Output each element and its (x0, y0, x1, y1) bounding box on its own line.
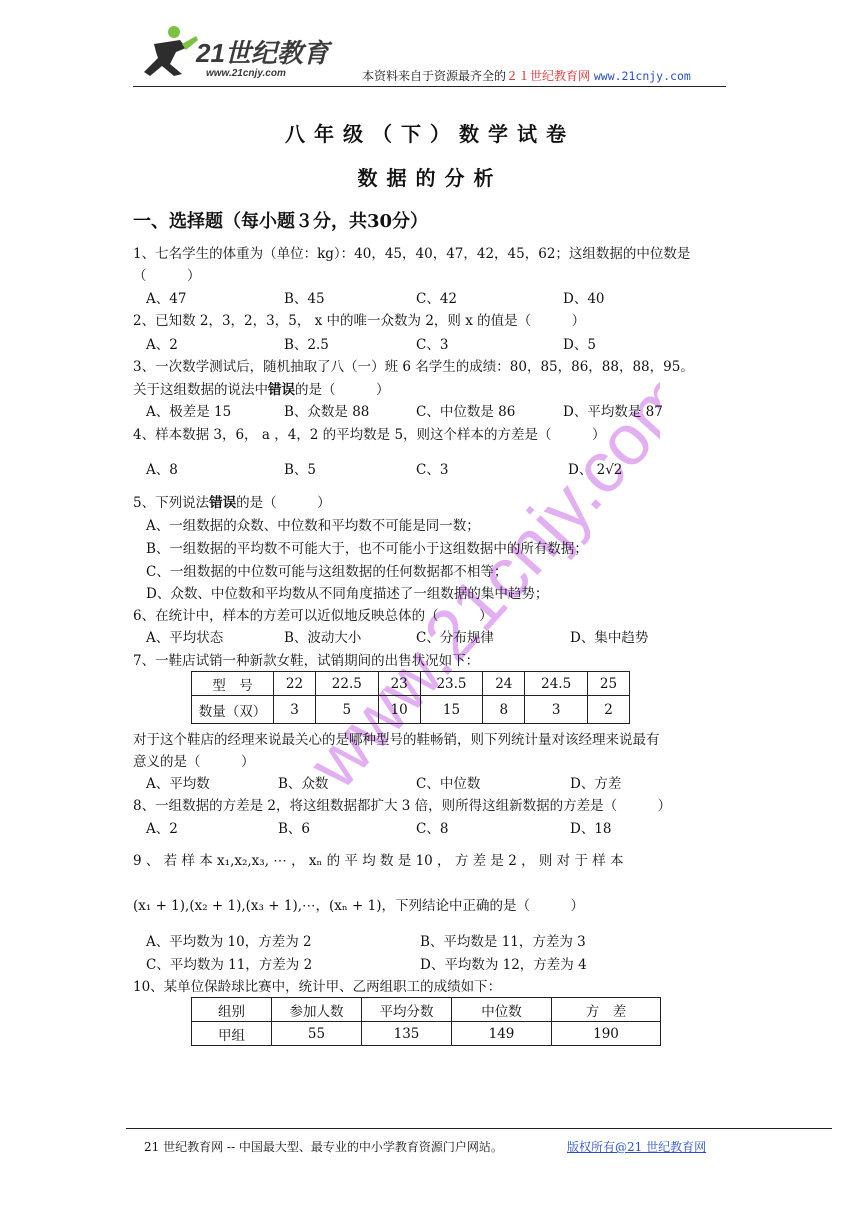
q10-score-table (191, 997, 661, 1046)
table-cell: 15 (420, 696, 483, 724)
table-cell: 55 (272, 1022, 362, 1046)
table-row (192, 1022, 661, 1046)
page-subtitle: 数据的分析 (357, 166, 503, 190)
q6-option-b: B、波动大小 (284, 630, 362, 646)
q1-option-a: A、47 (146, 291, 187, 307)
q6-option-c: C、分布规律 (416, 630, 494, 646)
q9-stem-cont: (x₁ + 1),(x₂ + 1),(x₃ + 1),⋯，(xₙ + 1)，下列结论中正确的是（ ） (133, 898, 584, 914)
q5-option-a: A、一组数据的众数、中位数和平均数不可能是同一数； (146, 518, 480, 534)
q1-stem: 1、七名学生的体重为（单位：kg）：40，45，40，47，42，45，62；这组数据的中位数是 (133, 246, 691, 262)
q3-option-c: C、中位数是 86 (416, 404, 516, 420)
q5-option-c: C、一组数据的中位数可能与这组数据的任何数据都不相等； (146, 564, 508, 580)
q4-stem: 4、样本数据 3，6， a ，4，2 的平均数是 5，则这个样本的方差是（ ） (133, 427, 606, 443)
q3-option-a: A、极差是 15 (146, 404, 232, 420)
table-cell: 24 (483, 672, 525, 696)
q9-option-c: C、平均数为 11，方差为 2 (146, 957, 313, 973)
footer-divider (126, 1128, 832, 1129)
q3-option-b: B、众数是 88 (284, 404, 370, 420)
q7-option-d: D、方差 (570, 776, 622, 792)
q7-option-c: C、中位数 (416, 776, 481, 792)
table-cell: 平均分数 (362, 998, 452, 1022)
table-cell: 5 (316, 696, 379, 724)
header-note-url[interactable]: www.21cnjy.com (593, 69, 691, 83)
q3-stem-emphasis: 错误 (268, 382, 295, 398)
logo-text: 21世纪教育 (196, 38, 329, 68)
q1-option-b: B、45 (284, 291, 325, 307)
section-heading: 一、选择题（每小题３分，共30分） (133, 211, 429, 232)
table-cell: 甲组 (192, 1022, 272, 1046)
table-row (192, 696, 630, 724)
q3-stem: 3、一次数学测试后，随机抽取了八（一）班 6 名学生的成绩：80，85，86，88，88，95。 (133, 359, 694, 375)
table-cell: 组别 (192, 998, 272, 1022)
table-cell: 22 (274, 672, 316, 696)
q3-stem-post: 的是（ ） (295, 382, 390, 398)
watermark-text: www.21cnjy.com (293, 360, 660, 804)
q4-option-d: D、 2√2 (568, 462, 623, 478)
q8-stem: 8、一组数据的方差是 2，将这组数据都扩大 3 倍，则所得这组新数据的方差是（ ） (133, 798, 672, 814)
table-cell: 中位数 (452, 998, 552, 1022)
q9-stem: 9 、 若 样 本 x₁,x₂,x₃, ⋯ ， xₙ 的 平 均 数 是 10 ， 方 差 是 2 ， 则 对 于 样 本 (133, 853, 624, 869)
q2-option-d: D、5 (563, 337, 596, 353)
q7-stem-cont: 对于这个鞋店的经理来说最关心的是哪种型号的鞋畅销，则下列统计量对该经理来说最有 (133, 732, 660, 748)
q4-option-c: C、3 (416, 462, 449, 478)
q5-stem-pre: 5、下列说法 (133, 495, 210, 511)
q10-stem: 10、某单位保龄球比赛中，统计甲、乙两组职工的成绩如下： (133, 979, 502, 995)
q2-option-a: A、2 (146, 337, 178, 353)
table-cell: 参加人数 (272, 998, 362, 1022)
q6-option-d: D、集中趋势 (570, 630, 649, 646)
q2-option-b: B、2.5 (284, 337, 329, 353)
q5-stem-emphasis: 错误 (209, 495, 237, 511)
q8-option-d: D、18 (570, 821, 612, 837)
q8-option-a: A、2 (146, 821, 178, 837)
table-row (192, 998, 661, 1022)
q4-option-b: B、5 (284, 462, 317, 478)
table-cell: 3 (274, 696, 316, 724)
q7-stem: 7、一鞋店试销一种新款女鞋，试销期间的出售状况如下： (133, 653, 480, 669)
table-cell: 23.5 (420, 672, 483, 696)
q3-stem-cont (133, 380, 390, 400)
table-cell: 3 (525, 696, 588, 724)
table-cell: 24.5 (525, 672, 588, 696)
q9-option-a: A、平均数为 10，方差为 2 (146, 934, 312, 950)
q3-option-d: D、平均数是 87 (563, 404, 663, 420)
header-note-prefix: 本资料来自于资源最齐全的 (362, 69, 507, 83)
page-title: 八年级（下）数学试卷 (285, 122, 575, 146)
table-cell: 135 (362, 1022, 452, 1046)
q6-option-a: A、平均状态 (146, 630, 224, 646)
q4-option-a: A、8 (146, 462, 178, 478)
q5-stem-post: 的是（ ） (236, 495, 331, 511)
q7-option-b: B、众数 (278, 776, 329, 792)
q7-blank: 意义的是（ ） (133, 754, 255, 770)
q1-blank: （ ） (133, 268, 201, 284)
footer-copyright-link[interactable]: 版权所有@21 世纪教育网 (567, 1140, 707, 1154)
q2-option-c: C、3 (416, 337, 449, 353)
q8-option-c: C、8 (416, 821, 449, 837)
q6-stem: 6、在统计中，样本的方差可以近似地反映总体的（ ） (133, 608, 493, 624)
header-note-site[interactable]: ２１世纪教育网 (506, 69, 591, 83)
header-divider (133, 86, 726, 87)
q1-option-d: D、40 (563, 291, 605, 307)
q7-option-a: A、平均数 (146, 776, 210, 792)
q5-option-b: B、一组数据的平均数不可能大于，也不可能小于这组数据中的所有数据； (146, 541, 588, 557)
q1-option-c: C、42 (416, 291, 458, 307)
table-cell: 8 (483, 696, 525, 724)
header-note (362, 67, 691, 84)
logo-url: www.21cnjy.com (206, 68, 286, 79)
table-cell: 方 差 (552, 998, 661, 1022)
q5-stem (133, 493, 331, 513)
q5-option-d: D、众数、中位数和平均数从不同角度描述了一组数据的集中趋势； (146, 586, 549, 602)
table-cell: 10 (378, 696, 420, 724)
site-logo (136, 22, 346, 84)
table-cell: 25 (587, 672, 629, 696)
table-cell: 数量（双） (192, 696, 274, 724)
table-cell: 22.5 (316, 672, 379, 696)
q8-option-b: B、6 (278, 821, 311, 837)
footer-text: 21 世纪教育网 -- 中国最大型、最专业的中小学教育资源门户网站。 (144, 1140, 503, 1154)
table-row (192, 672, 630, 696)
q3-stem-pre: 关于这组数据的说法中 (133, 382, 268, 398)
table-cell: 190 (552, 1022, 661, 1046)
table-cell: 149 (452, 1022, 552, 1046)
table-cell: 型 号 (192, 672, 274, 696)
q9-option-b: B、平均数是 11，方差为 3 (420, 934, 586, 950)
q2-stem: 2、已知数 2，3，2，3，5， x 中的唯一众数为 2，则 x 的值是（ ） (133, 313, 586, 329)
table-cell: 23 (378, 672, 420, 696)
q9-option-d: D、平均数为 12，方差为 4 (420, 957, 587, 973)
table-cell: 2 (587, 696, 629, 724)
q7-sales-table (191, 671, 630, 724)
